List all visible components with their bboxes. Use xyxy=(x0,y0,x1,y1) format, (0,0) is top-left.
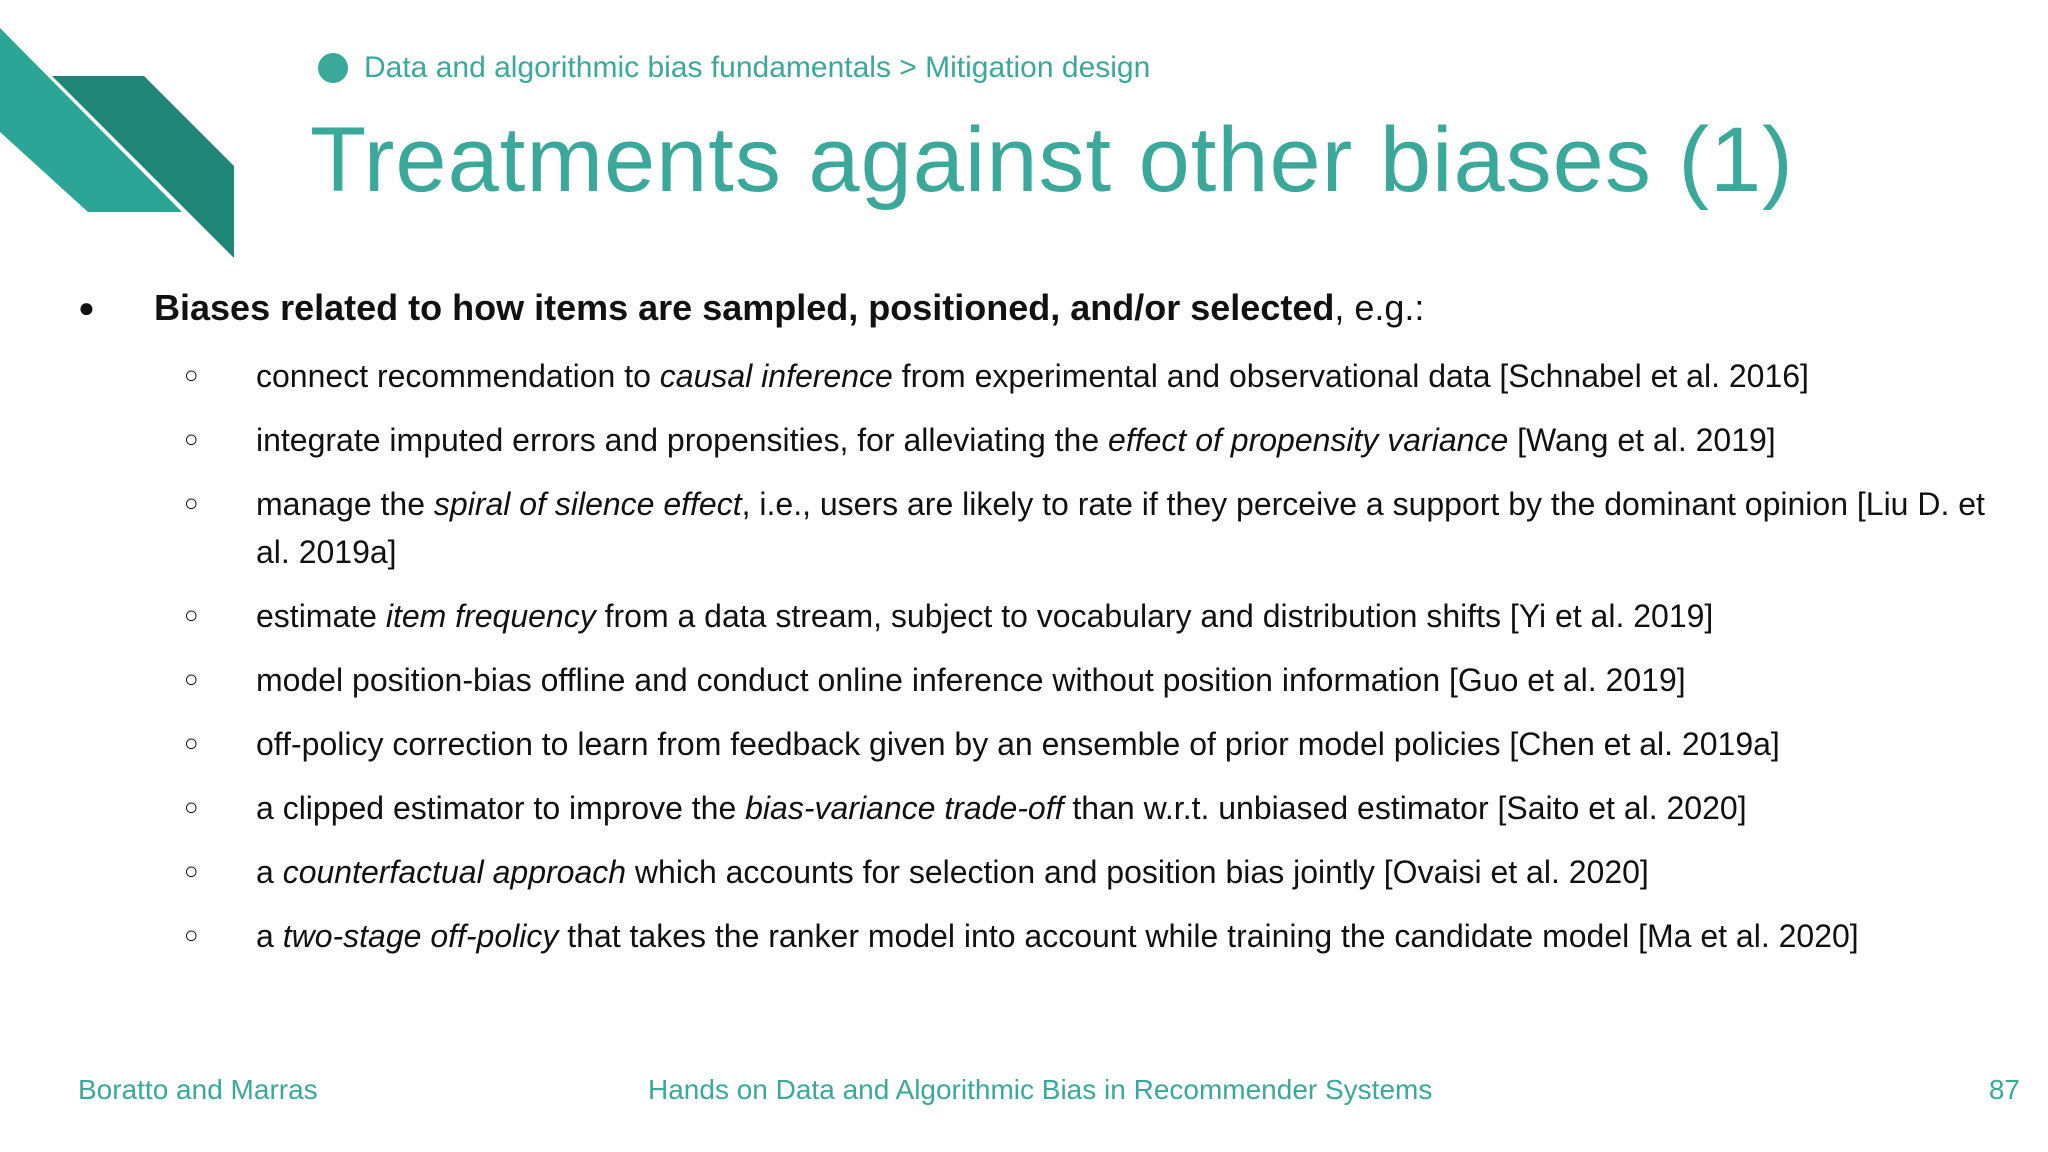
sub-bullet-marker: ○ xyxy=(184,426,199,453)
list-item-text: integrate imputed errors and propensities, for alleviating the effect of propensity variance [Wang et al. 2019] xyxy=(256,422,1776,458)
list-item-text: estimate item frequency from a data stream, subject to vocabulary and distribution shifts [Yi et al. 2019] xyxy=(256,598,1714,634)
list-item-text: model position-bias offline and conduct online inference without position information [Guo et al. 2019] xyxy=(256,662,1686,698)
main-bullet xyxy=(78,278,2048,338)
page-number: 87 xyxy=(1988,1074,2020,1105)
sub-bullet-list xyxy=(0,352,2048,960)
sub-bullet-marker: ○ xyxy=(184,602,199,629)
breadcrumb-text: Data and algorithmic bias fundamentals > Mitigation design xyxy=(364,51,1151,84)
list-item xyxy=(184,912,1994,960)
list-item-text: a counterfactual approach which accounts for selection and position bias jointly [Ovaisi et al. 2020] xyxy=(256,854,1649,890)
list-item xyxy=(184,352,1994,400)
list-item xyxy=(184,480,1994,576)
list-item xyxy=(184,656,1994,704)
breadcrumb-dot-icon xyxy=(318,53,348,83)
list-item xyxy=(184,848,1994,896)
sub-bullet-marker: ○ xyxy=(184,666,199,693)
main-bullet-marker: ● xyxy=(78,292,95,323)
teal-logo-icon xyxy=(0,0,250,270)
main-bullet-suffix: , e.g.: xyxy=(1334,287,1425,328)
list-item xyxy=(184,784,1994,832)
sub-bullet-marker: ○ xyxy=(184,730,199,757)
main-bullet-text xyxy=(154,278,1424,338)
list-item xyxy=(184,416,1994,464)
list-item-text: connect recommendation to causal inference from experimental and observational data [Schnabel et al. 2016] xyxy=(256,358,1809,394)
sub-bullet-marker: ○ xyxy=(184,490,199,517)
list-item xyxy=(184,720,1994,768)
sub-bullet-marker: ○ xyxy=(184,794,199,821)
sub-bullet-marker: ○ xyxy=(184,922,199,949)
list-item xyxy=(184,592,1994,640)
breadcrumb xyxy=(318,48,1150,88)
list-item-text: a clipped estimator to improve the bias-variance trade-off than w.r.t. unbiased estimator [Saito et al. 2020] xyxy=(256,790,1747,826)
footer-title: Hands on Data and Algorithmic Bias in Recommender Systems xyxy=(648,1074,1433,1105)
sub-bullet-marker: ○ xyxy=(184,362,199,389)
list-item-text: manage the spiral of silence effect, i.e., users are likely to rate if they perceive a support by the dominant opinion [Liu D. et al. 2019a] xyxy=(256,486,1985,570)
slide-title: Treatments against other biases (1) xyxy=(310,109,1794,211)
slide-content xyxy=(0,278,2048,976)
sub-bullet-marker: ○ xyxy=(184,858,199,885)
list-item-text: off-policy correction to learn from feedback given by an ensemble of prior model policies [Chen et al. 2019a] xyxy=(256,726,1780,762)
footer-authors: Boratto and Marras xyxy=(78,1074,318,1105)
main-bullet-bold: Biases related to how items are sampled, positioned, and/or selected xyxy=(154,287,1335,328)
list-item-text: a two-stage off-policy that takes the ranker model into account while training the candidate model [Ma et al. 2020] xyxy=(256,918,1859,954)
